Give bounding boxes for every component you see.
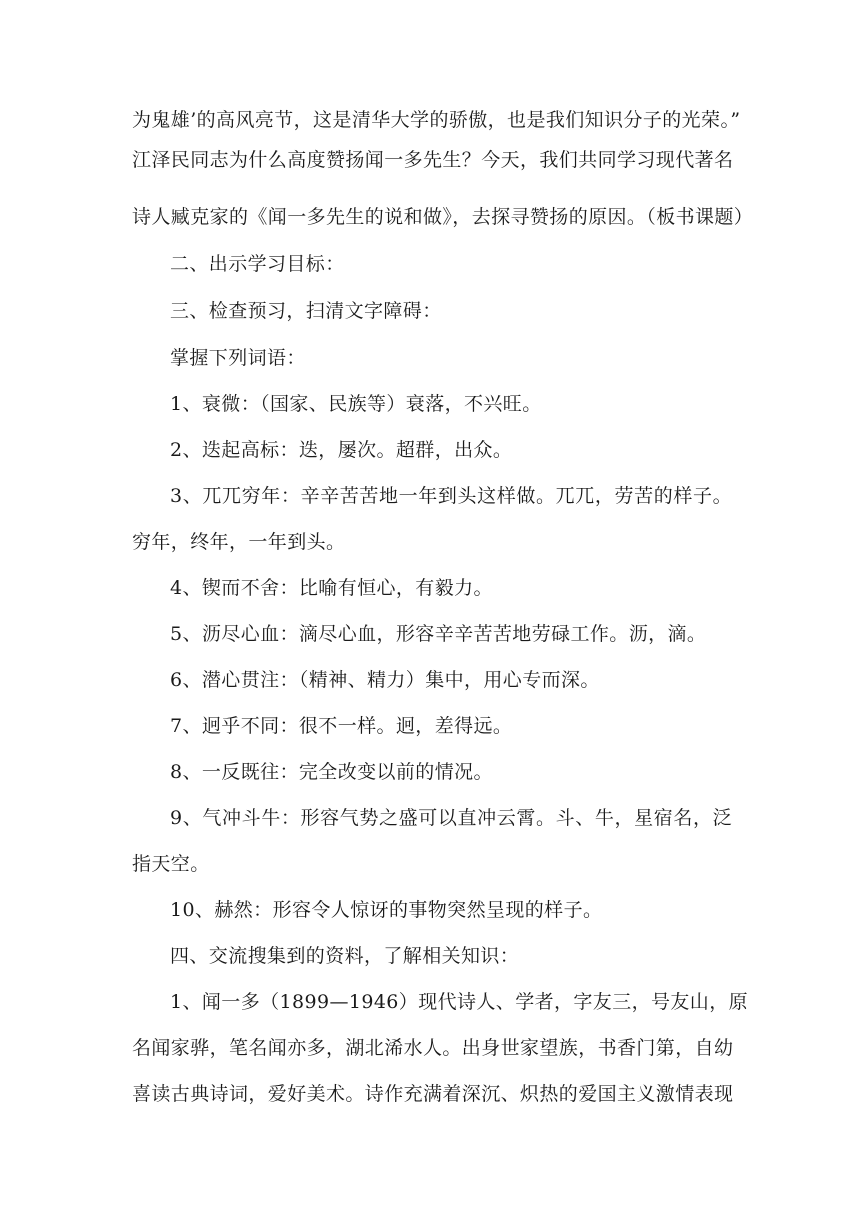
section-heading-objectives: 二、出示学习目标： [170,253,345,275]
material-item-1: 1、闻一多（1899—1946）现代诗人、学者，字友三，号友山，原 [170,991,748,1013]
vocab-intro: 掌握下列词语： [170,347,306,369]
paragraph-line-2: 江泽民同志为什么高度赞扬闻一多先生？今天，我们共同学习现代著名 [132,149,734,171]
vocab-item-9: 9、气冲斗牛：形容气势之盛可以直冲云霄。斗、牛，星宿名，泛 [170,807,732,829]
paragraph-line-3: 诗人臧克家的《闻一多先生的说和做》，去探寻赞扬的原因。（板书课题） [132,206,754,228]
vocab-item-7: 7、迥乎不同：很不一样。迥，差得远。 [170,715,513,737]
section-heading-preview: 三、检查预习，扫清文字障碍： [170,300,442,322]
material-item-1-line-2: 名闻家骅，笔名闻亦多，湖北浠水人。出身世家望族，书香门第，自幼 [132,1037,734,1059]
section-heading-materials: 四、交流搜集到的资料，了解相关知识： [170,945,520,967]
vocab-item-3-continued: 穷年，终年，一年到头。 [132,531,346,553]
vocab-item-2: 2、迭起高标：迭，屡次。超群，出众。 [170,439,513,461]
vocab-item-3: 3、兀兀穷年：辛辛苦苦地一年到头这样做。兀兀，劳苦的样子。 [170,485,732,507]
paragraph-line-1: 为鬼雄’的高风亮节，这是清华大学的骄傲，也是我们知识分子的光荣。” [132,109,741,131]
vocab-item-4: 4、锲而不舍：比喻有恒心，有毅力。 [170,577,493,599]
vocab-item-5: 5、沥尽心血：滴尽心血，形容辛辛苦苦地劳碌工作。沥，滴。 [170,623,707,645]
vocab-item-8: 8、一反既往：完全改变以前的情况。 [170,761,493,783]
vocab-item-9-continued: 指天空。 [132,853,210,875]
material-item-1-line-3: 喜读古典诗词，爱好美术。诗作充满着深沉、炽热的爱国主义激情表现 [132,1083,734,1105]
vocab-item-10: 10、赫然：形容令人惊讶的事物突然呈现的样子。 [170,899,603,921]
vocab-item-6: 6、潜心贯注：（精神、精力）集中，用心专而深。 [170,669,600,691]
vocab-item-1: 1、衰微：（国家、民族等）衰落，不兴旺。 [170,393,542,415]
